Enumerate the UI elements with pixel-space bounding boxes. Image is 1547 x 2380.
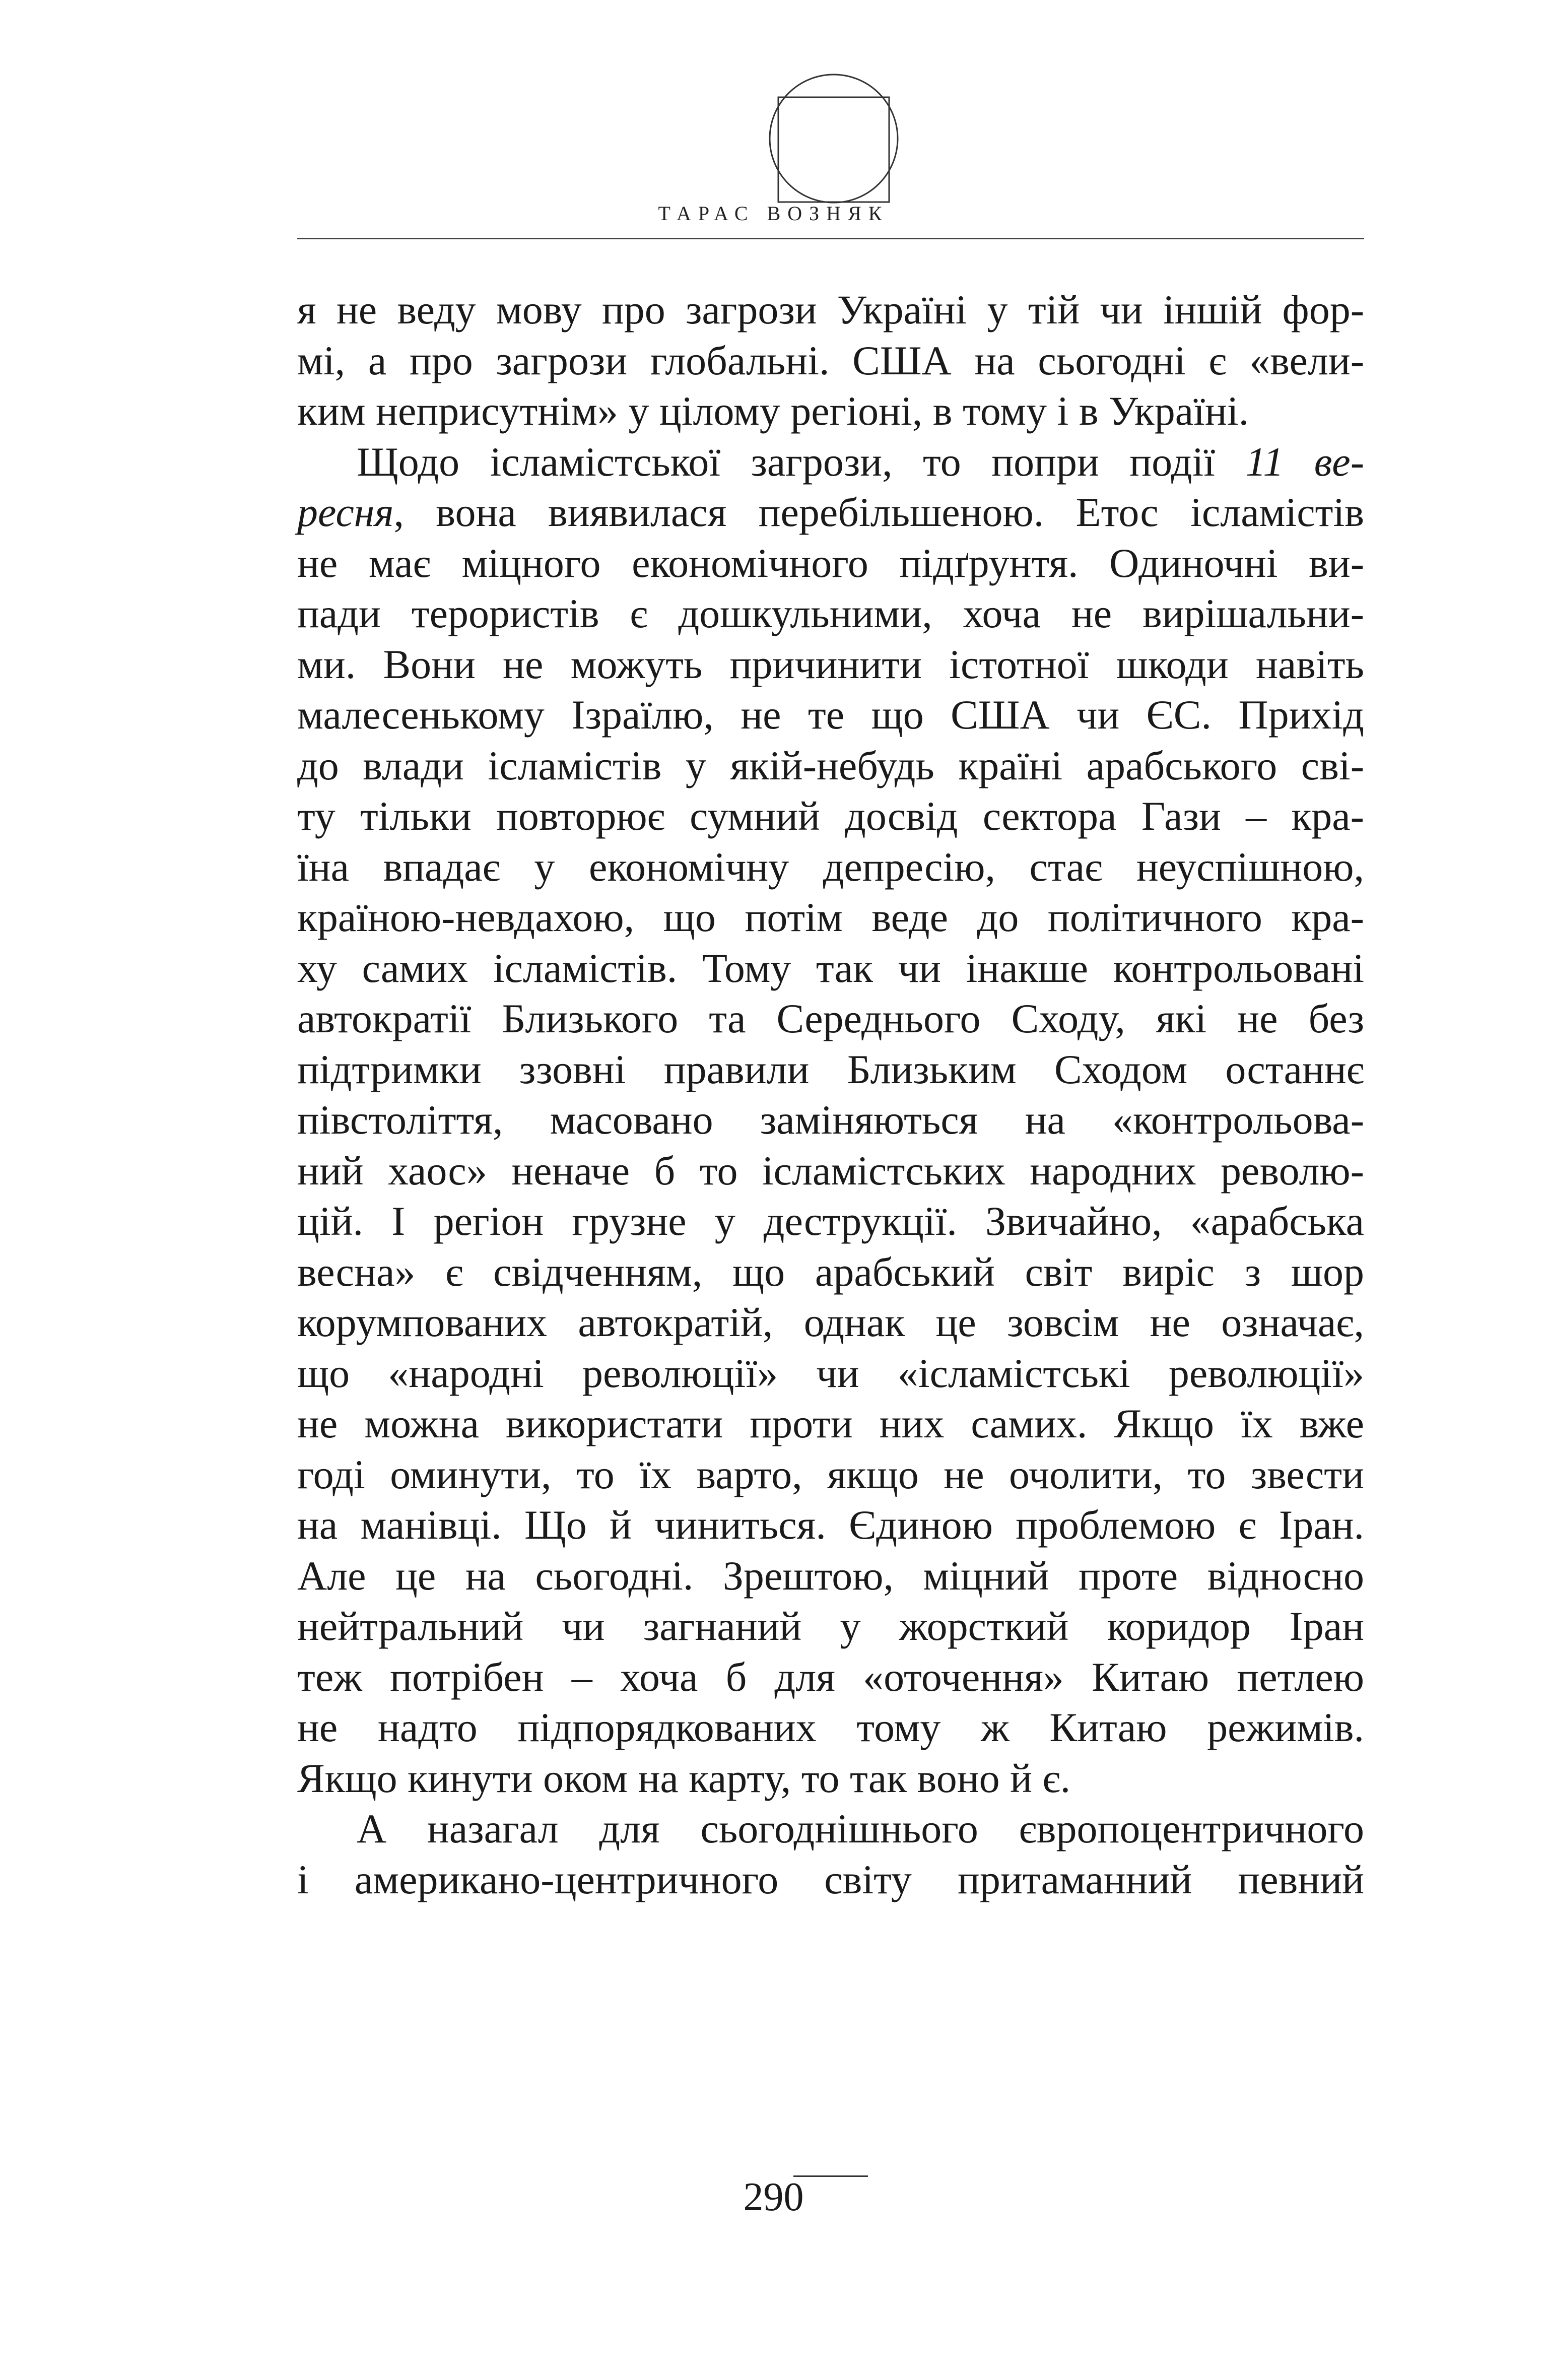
- text-line: країною-невдахою, що потім веде до політичного кра-: [297, 894, 1364, 940]
- text-line: Але це на сьогодні. Зрештою, міцний проте відносно: [297, 1552, 1364, 1599]
- text-line: я не веду мову про загрози Україні у тій чи іншій фор-: [297, 287, 1364, 333]
- text-line: на манівці. Що й чиниться. Єдиною проблемою є Іран.: [297, 1502, 1364, 1548]
- text-line: пади терористів є дошкульними, хоча не вирішальни-: [297, 590, 1364, 636]
- text-line: автократії Близького та Середнього Сходу, які не без: [297, 996, 1364, 1041]
- text-line: не має міцного економічного підґрунтя. Одиночні ви-: [297, 540, 1364, 586]
- text-line: нейтральний чи загнаний у жорсткий коридор Іран: [297, 1603, 1364, 1649]
- text-line: ту тільки повторює сумний досвід сектора Гази – кра-: [297, 793, 1364, 839]
- text-line: ким неприсутнім» у цілому регіоні, в тому і в Україні.: [297, 388, 1249, 434]
- circle-square-emblem-icon: [768, 73, 899, 204]
- text-line: що «народні революції» чи «ісламістські революції»: [297, 1350, 1364, 1396]
- text-line: Щодо ісламістської загрози, то попри події 11 ве-: [357, 438, 1364, 485]
- text-line: ний хаос» неначе б то ісламістських народних револю-: [297, 1147, 1364, 1194]
- text-line: А назагал для сьогоднішнього європоцентричного: [357, 1806, 1364, 1852]
- text-line: ху самих ісламістів. Тому так чи інакше контрольовані: [297, 945, 1364, 991]
- text-line: не можна використати проти них самих. Якщо їх вже: [297, 1401, 1364, 1446]
- text-line: їна впадає у економічну депресію, стає неуспішною,: [297, 843, 1364, 890]
- page-number: 290: [743, 2175, 804, 2219]
- header-divider: [297, 238, 1364, 239]
- text-line: півстоліття, масовано заміняються на «контрольова-: [297, 1097, 1364, 1143]
- text-line: і американо-центричного світу притаманний певний: [297, 1856, 1364, 1902]
- text-line: ресня, вона виявилася перебільшеною. Етос ісламістів: [297, 489, 1364, 535]
- text-line: підтримки ззовні правили Близьким Сходом останнє: [297, 1046, 1364, 1092]
- text-line: мі, а про загрози глобальні. США на сьогодні є «вели-: [297, 337, 1364, 383]
- text-line: малесенькому Ізраїлю, не те що США чи ЄС. Прихід: [297, 692, 1364, 738]
- text-line: весна» є свідченням, що арабський світ виріс з шор: [297, 1248, 1364, 1295]
- text-line: теж потрібен – хоча б для «оточення» Китаю петлею: [297, 1654, 1364, 1700]
- running-head: ТАРАС ВОЗНЯК: [658, 202, 889, 225]
- italic-date: ресня: [297, 489, 394, 535]
- text-line: ми. Вони не можуть причинити істотної шкоди навіть: [297, 641, 1364, 687]
- text-line: не надто підпорядкованих тому ж Китаю режимів.: [297, 1704, 1364, 1750]
- text-line: годі оминути, то їх варто, якщо не очолити, то звести: [297, 1451, 1364, 1497]
- body-text: [297, 285, 1364, 1905]
- text-line: Якщо кинути оком на карту, то так воно й є.: [297, 1755, 1071, 1801]
- italic-date: 11 ве-: [1245, 438, 1364, 485]
- text-line: цій. І регіон грузне у деструкції. Звичайно, «арабська: [297, 1198, 1364, 1244]
- text-line: до влади ісламістів у якій-небудь країні арабського сві-: [297, 742, 1364, 788]
- text-line: корумпованих автократій, однак це зовсім не означає,: [297, 1299, 1364, 1345]
